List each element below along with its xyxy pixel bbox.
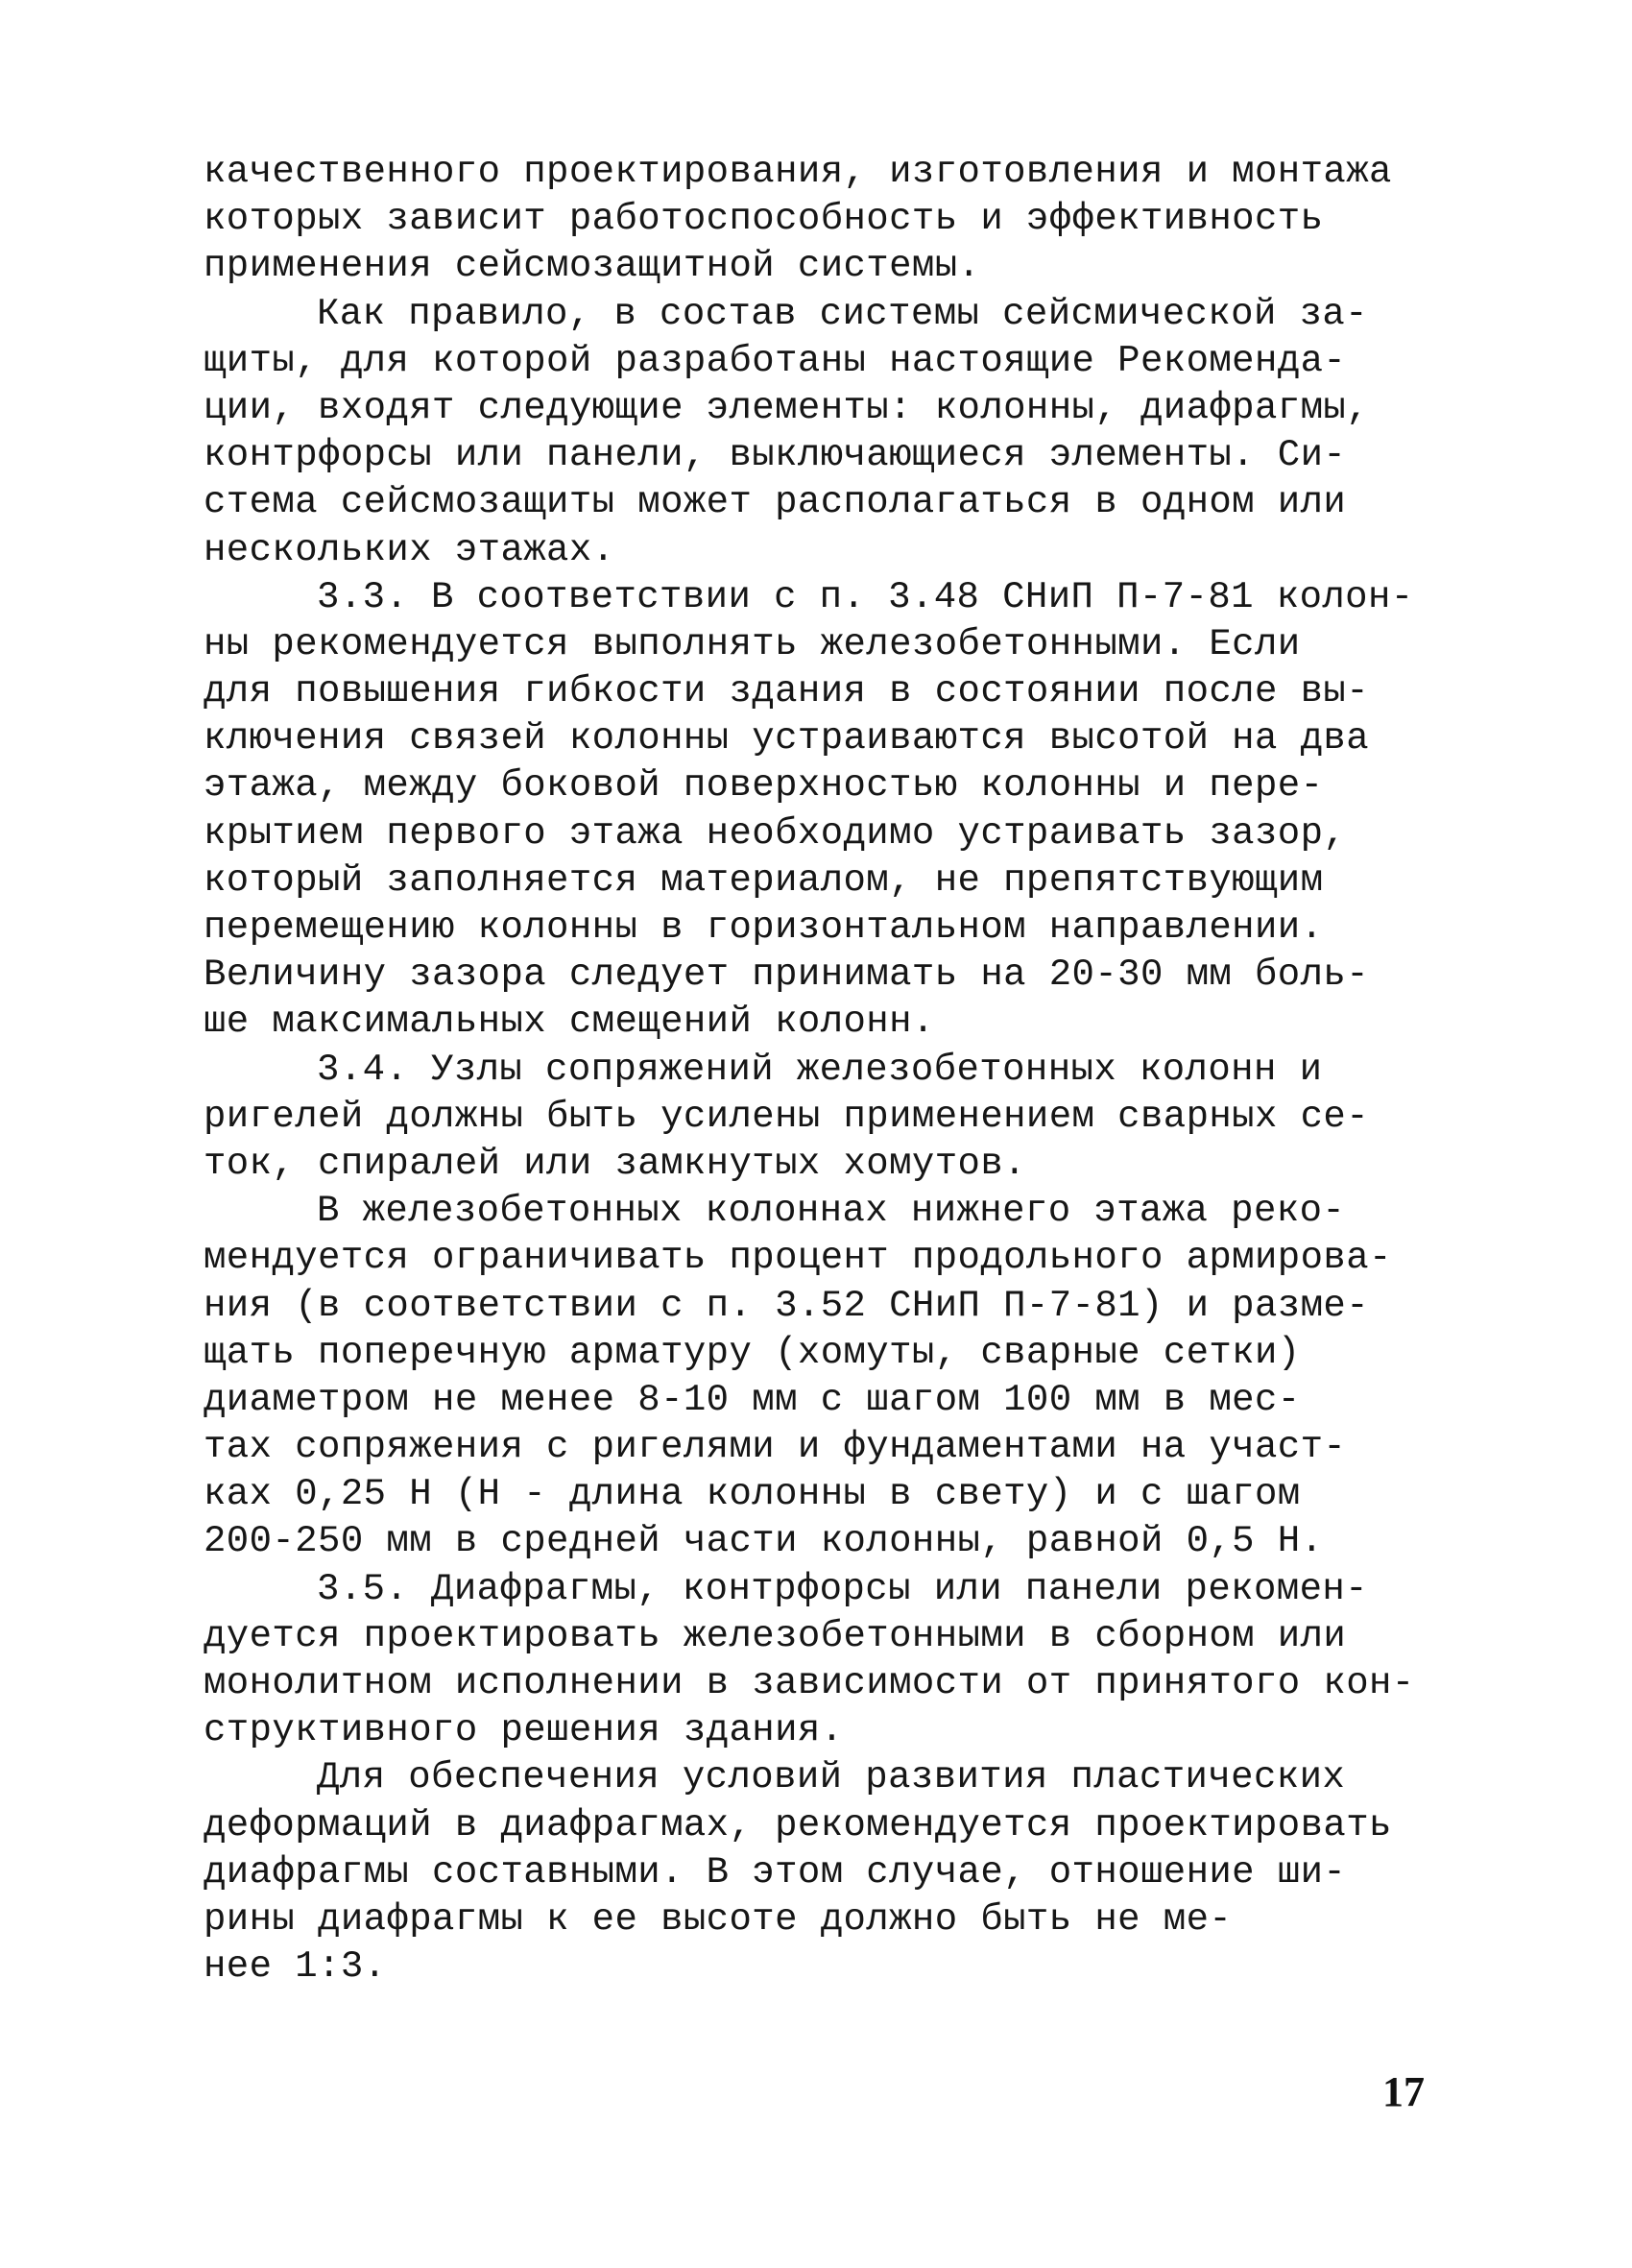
text-line: применения сейсмозащитной системы. (204, 245, 981, 288)
text-line: ригелей должны быть усилены применением сварных се- (204, 1095, 1369, 1138)
text-line: который заполняется материалом, не препятствующим (204, 858, 1324, 902)
text-line: ток, спиралей или замкнутых хомутов. (204, 1142, 1026, 1185)
text-line: крытием первого этажа необходимо устраивать зазор, (204, 811, 1347, 855)
text-line: деформаций в диафрагмах, рекомендуется проектировать (204, 1803, 1392, 1846)
text-line: которых зависит работоспособность и эффективность (204, 198, 1324, 241)
text-line: 3.3. В соответствии с п. 3.48 СНиП П-7-81 колон- (317, 575, 1414, 618)
page-number: 17 (1382, 2068, 1425, 2115)
text-line: ках 0,25 Н (Н - длина колонны в свету) и с шагом (204, 1473, 1301, 1516)
text-line: 3.4. Узлы сопряжений железобетонных колонн и (317, 1048, 1323, 1091)
text-line: монолитном исполнении в зависимости от принятого кон- (204, 1662, 1415, 1704)
text-line: диафрагмы составными. В этом случае, отношение ши- (204, 1850, 1347, 1894)
text-line: ны рекомендуется выполнять железобетонными. Если (204, 622, 1301, 665)
text-line: нескольких этажах. (204, 528, 615, 571)
text-line: ше максимальных смещений колонн. (204, 1001, 935, 1044)
text-line: диаметром не менее 8-10 мм с шагом 100 мм в мес- (204, 1378, 1301, 1421)
text-line: 200-250 мм в средней части колонны, равной 0,5 Н. (204, 1520, 1324, 1563)
text-line: качественного проектирования, изготовления и монтажа (204, 151, 1392, 193)
text-line: 3.5. Диафрагмы, контрфорсы или панели рекомен- (317, 1567, 1368, 1610)
text-line: тах сопряжения с ригелями и фундаментами на участ- (204, 1426, 1347, 1469)
text-line: рины диафрагмы к ее высоте должно быть не ме- (204, 1897, 1233, 1941)
text-line: В железобетонных колоннах нижнего этажа реко- (317, 1190, 1346, 1233)
text-line: структивного решения здания. (204, 1709, 844, 1752)
text-line: перемещению колонны в горизонтальном направлении. (204, 906, 1324, 949)
text-line: этажа, между боковой поверхностью колонны и пере- (204, 764, 1324, 808)
text-line: ния (в соответствии с п. 3.52 СНиП П-7-81) и разме- (204, 1284, 1369, 1327)
text-line: контрфорсы или панели, выключающиеся элементы. Си- (204, 434, 1347, 477)
text-line: для повышения гибкости здания в состоянии после вы- (204, 670, 1369, 713)
text-line: дуется проектировать железобетонными в сборном или (204, 1614, 1347, 1657)
text-line: ключения связей колонны устраиваются высотой на два (204, 717, 1369, 760)
text-line: нее 1:3. (204, 1945, 387, 1989)
body-text (204, 149, 1452, 1991)
text-line: Величину зазора следует принимать на 20-30 мм боль- (204, 953, 1369, 997)
text-line: щиты, для которой разработаны настоящие Рекоменда- (204, 339, 1347, 382)
text-line: ции, входят следующие элементы: колонны, диафрагмы, (204, 386, 1369, 429)
text-line: Для обеспечения условий развития пластических (317, 1756, 1346, 1799)
text-line: стема сейсмозащиты может располагаться в одном или (204, 481, 1347, 524)
text-line: щать поперечную арматуру (хомуты, сварные сетки) (204, 1331, 1301, 1374)
text-line: мендуется ограничивать процент продольного армирова- (204, 1237, 1392, 1280)
text-line: Как правило, в состав системы сейсмической за- (317, 292, 1368, 335)
